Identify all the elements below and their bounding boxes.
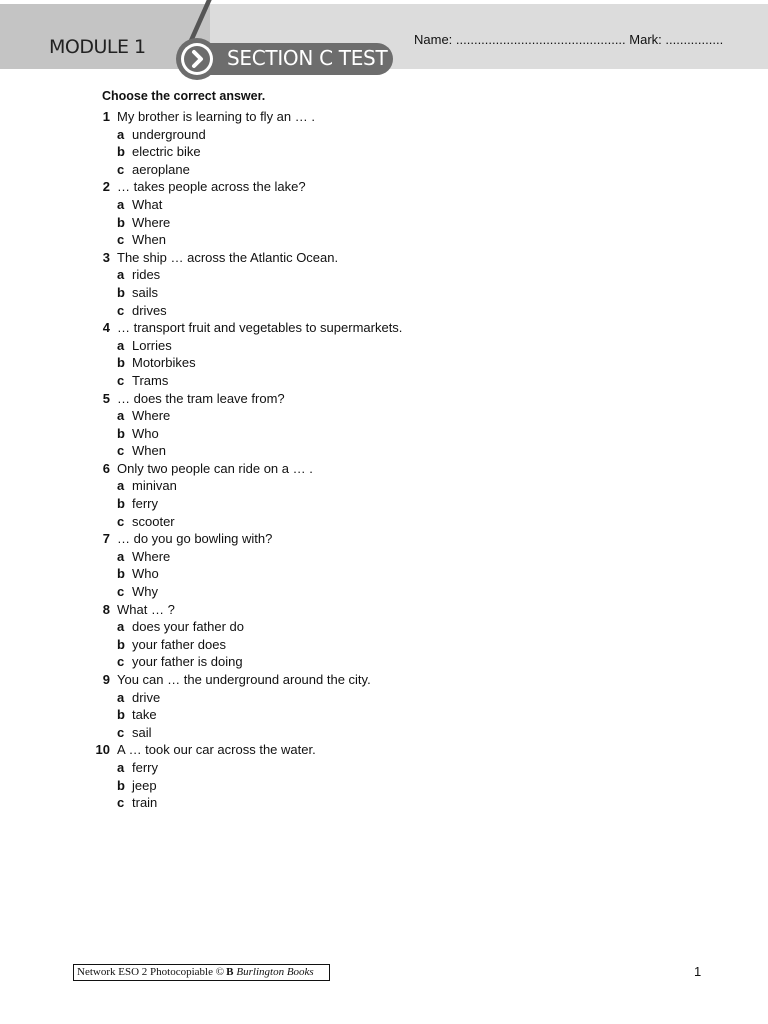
option-text: does your father do — [132, 619, 245, 635]
option-letter: b — [117, 566, 125, 582]
answer-option[interactable] — [90, 495, 690, 513]
option-letter: c — [117, 372, 125, 388]
option-text: Lorries — [132, 337, 172, 353]
question-text: … takes people across the lake? — [117, 179, 306, 195]
option-text: drives — [132, 302, 167, 318]
option-text: Trams — [132, 372, 169, 388]
option-letter: c — [117, 302, 125, 318]
answer-option[interactable] — [90, 636, 690, 654]
answer-option[interactable] — [90, 477, 690, 495]
copyright-text: Network ESO 2 Photocopiable © — [77, 966, 225, 978]
option-text: underground — [132, 126, 206, 142]
answer-option[interactable] — [90, 583, 690, 601]
page-number: 1 — [694, 964, 702, 979]
option-text: When — [132, 443, 166, 459]
name-mark-line — [414, 32, 723, 47]
question-number: 5 — [102, 390, 110, 406]
answer-option[interactable] — [90, 126, 690, 144]
option-text: your father is doing — [132, 654, 243, 670]
option-text: aeroplane — [132, 161, 190, 177]
answer-option[interactable] — [90, 442, 690, 460]
answer-option[interactable] — [90, 161, 690, 179]
answer-option[interactable] — [90, 565, 690, 583]
question-text: … does the tram leave from? — [117, 390, 285, 406]
option-text: scooter — [132, 513, 175, 529]
option-text: train — [132, 795, 158, 811]
question-text: You can … the underground around the city. — [117, 672, 371, 687]
option-letter: b — [117, 144, 125, 160]
answer-option[interactable] — [90, 689, 690, 707]
option-text: drive — [132, 689, 161, 705]
answer-option[interactable] — [90, 724, 690, 742]
option-letter: b — [117, 636, 125, 652]
option-text: Where — [132, 408, 171, 424]
answer-option[interactable] — [90, 214, 690, 232]
module-title: MODULE 1 — [49, 36, 146, 58]
option-text: Who — [132, 566, 159, 582]
answer-option[interactable] — [90, 372, 690, 390]
answer-option[interactable] — [90, 231, 690, 249]
answer-option[interactable] — [90, 337, 690, 355]
option-letter: b — [117, 425, 125, 441]
question-number: 10 — [95, 742, 110, 758]
option-text: Who — [132, 425, 159, 441]
question-number: 2 — [102, 179, 110, 195]
answer-option[interactable] — [90, 794, 690, 812]
option-text: Motorbikes — [132, 355, 196, 371]
question-text: … do you go bowling with? — [117, 531, 273, 547]
answer-option[interactable] — [90, 706, 690, 724]
option-letter: a — [117, 267, 125, 283]
option-letter: a — [117, 548, 125, 564]
answer-option[interactable] — [90, 302, 690, 320]
option-letter: c — [117, 654, 125, 670]
option-letter: c — [117, 795, 125, 811]
question-8 — [90, 601, 690, 619]
option-letter: a — [117, 478, 125, 494]
publisher-logo: B — [226, 966, 234, 978]
answer-option[interactable] — [90, 354, 690, 372]
option-letter: c — [117, 161, 125, 177]
question-7 — [90, 530, 690, 548]
option-text: sail — [132, 724, 152, 740]
question-number: 3 — [102, 249, 110, 265]
question-number: 1 — [102, 109, 110, 124]
answer-option[interactable] — [90, 196, 690, 214]
answer-option[interactable] — [90, 618, 690, 636]
question-text: What … ? — [117, 601, 175, 617]
option-letter: b — [117, 777, 125, 793]
answer-option[interactable] — [90, 513, 690, 531]
option-letter: c — [117, 584, 125, 600]
option-text: ferry — [132, 496, 158, 512]
instructions: Choose the correct answer. — [102, 89, 266, 103]
option-text: jeep — [132, 777, 157, 793]
name-field-label: Name: ............................................... — [414, 32, 626, 47]
option-letter: c — [117, 232, 125, 248]
question-9 — [90, 671, 690, 689]
option-text: rides — [132, 267, 161, 283]
question-6 — [90, 460, 690, 478]
answer-option[interactable] — [90, 777, 690, 795]
question-list — [90, 108, 690, 812]
option-letter: a — [117, 759, 125, 775]
option-letter: a — [117, 408, 125, 424]
question-text: My brother is learning to fly an … . — [117, 109, 315, 124]
answer-option[interactable] — [90, 653, 690, 671]
option-text: take — [132, 707, 157, 723]
option-text: When — [132, 232, 166, 248]
question-3 — [90, 249, 690, 267]
option-letter: b — [117, 284, 125, 300]
chevron-right-icon — [187, 49, 207, 69]
question-number: 7 — [102, 531, 110, 547]
question-number: 4 — [102, 320, 110, 336]
option-letter: c — [117, 724, 125, 740]
question-text: Only two people can ride on a … . — [117, 460, 313, 476]
question-10 — [90, 741, 690, 759]
option-letter: a — [117, 337, 125, 353]
option-letter: b — [117, 496, 125, 512]
question-number: 6 — [102, 460, 110, 476]
answer-option[interactable] — [90, 284, 690, 302]
option-text: minivan — [132, 478, 177, 494]
question-number: 8 — [102, 601, 110, 617]
option-text: sails — [132, 284, 159, 300]
option-letter: b — [117, 355, 125, 371]
option-text: What — [132, 196, 163, 212]
question-text: The ship … across the Atlantic Ocean. — [117, 249, 339, 265]
option-text: Why — [132, 584, 158, 600]
option-letter: a — [117, 689, 125, 705]
option-letter: c — [117, 513, 125, 529]
question-text: … transport fruit and vegetables to supermarkets. — [117, 320, 403, 336]
answer-option[interactable] — [90, 266, 690, 284]
answer-option[interactable] — [90, 425, 690, 443]
answer-option[interactable] — [90, 407, 690, 425]
section-title: SECTION C TEST — [227, 46, 388, 70]
option-letter: a — [117, 619, 125, 635]
option-letter: b — [117, 214, 125, 230]
answer-option[interactable] — [90, 548, 690, 566]
question-4 — [90, 319, 690, 337]
option-letter: a — [117, 196, 125, 212]
option-text: ferry — [132, 759, 158, 775]
option-letter: b — [117, 707, 125, 723]
question-5 — [90, 390, 690, 408]
question-1 — [90, 108, 690, 126]
footer-copyright — [73, 964, 330, 981]
option-letter: a — [117, 126, 125, 142]
answer-option[interactable] — [90, 143, 690, 161]
answer-option[interactable] — [90, 759, 690, 777]
option-text: electric bike — [132, 144, 201, 160]
question-text: A … took our car across the water. — [117, 742, 316, 758]
option-text: Where — [132, 548, 171, 564]
option-text: Where — [132, 214, 171, 230]
mark-field-label: Mark: ................ — [629, 32, 724, 47]
option-letter: c — [117, 443, 125, 459]
publisher-name: Burlington Books — [236, 966, 314, 978]
question-number: 9 — [102, 672, 110, 687]
option-text: your father does — [132, 636, 226, 652]
question-2 — [90, 178, 690, 196]
